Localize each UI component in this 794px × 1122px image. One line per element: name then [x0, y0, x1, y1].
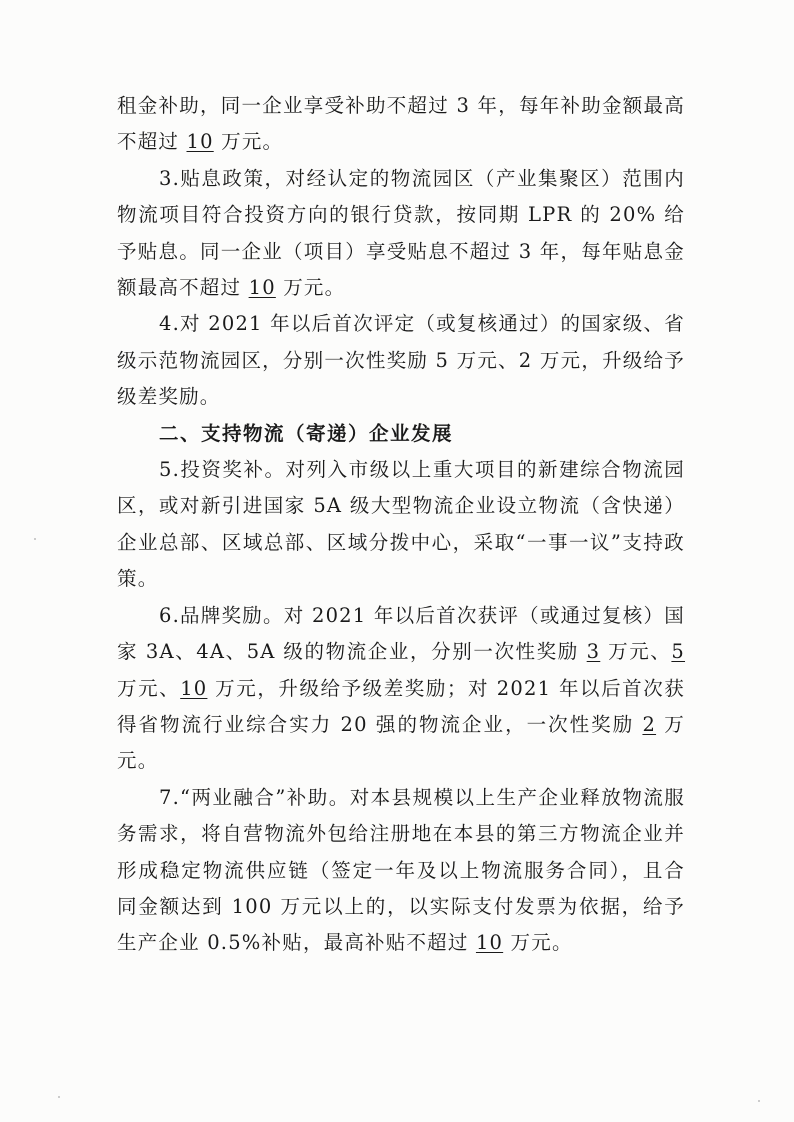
underlined-amount: 10 — [180, 676, 208, 700]
policy-item-paragraph — [117, 598, 685, 780]
underlined-amount: 10 — [475, 931, 504, 955]
document-body — [117, 88, 685, 962]
underlined-amount: 5 — [671, 640, 686, 664]
scan-speck — [58, 1096, 60, 1098]
text-run: 万元。 — [503, 931, 573, 955]
text-run: 6.品牌奖励。对 2021 年以后首次获评（或通过复核）国家 3A、4A、5A 级的物流企业，分别一次性奖励 — [117, 603, 685, 664]
underlined-amount: 10 — [248, 276, 276, 300]
text-run: 二、支持物流（寄递）企业发展 — [159, 421, 454, 445]
policy-item-paragraph — [117, 452, 685, 598]
text-run: 5.投资奖补。对列入市级以上重大项目的新建综合物流园区，或对新引进国家 5A 级大型物流企业设立物流（含快递）企业总部、区域总部、区域分拨中心，采取“一事一议”支持政策。 — [117, 458, 685, 591]
text-run: 4.对 2021 年以后首次评定（或复核通过）的国家级、省级示范物流园区，分别一次性奖励 5 万元、2 万元，升级给予级差奖励。 — [117, 312, 685, 409]
text-run: 万元。 — [117, 712, 685, 773]
underlined-amount: 2 — [642, 712, 657, 736]
continuation-paragraph — [117, 88, 685, 161]
underlined-amount: 10 — [186, 130, 214, 154]
policy-item-paragraph — [117, 306, 685, 415]
text-run: 7.“两业融合”补助。对本县规模以上生产企业释放物流服务需求，将自营物流外包给注册地在本县的第三方物流企业并形成稳定物流供应链（签定一年及以上物流服务合同），且合同金额达到 100 万元以上的，以实际支付发票为依据，给予生产企业 0.5%补贴，最高补贴不超过 — [117, 785, 685, 955]
text-run: 万元。 — [213, 130, 284, 154]
underlined-amount: 3 — [586, 640, 601, 664]
text-run: 3.贴息政策，对经认定的物流园区（产业集聚区）范围内物流项目符合投资方向的银行贷款，按同期 LPR 的 20% 给予贴息。同一企业（项目）享受贴息不超过 3 年，每年贴息金额最高不超过 — [117, 166, 685, 300]
text-run: 万元。 — [275, 276, 346, 300]
text-run: 万元、 — [600, 640, 672, 664]
text-run: 租金补助，同一企业享受补助不超过 3 年，每年补助金额最高不超过 — [117, 94, 685, 154]
policy-item-paragraph — [117, 161, 685, 307]
text-run: 万元，升级给予级差奖励；对 2021 年以后首次获得省物流行业综合实力 20 强的物流企业，一次性奖励 — [117, 676, 685, 736]
scan-speck — [34, 538, 36, 540]
section-heading — [117, 416, 685, 452]
policy-item-paragraph — [117, 780, 685, 962]
text-run: 万元、 — [117, 676, 181, 700]
scan-speck — [758, 1100, 760, 1102]
